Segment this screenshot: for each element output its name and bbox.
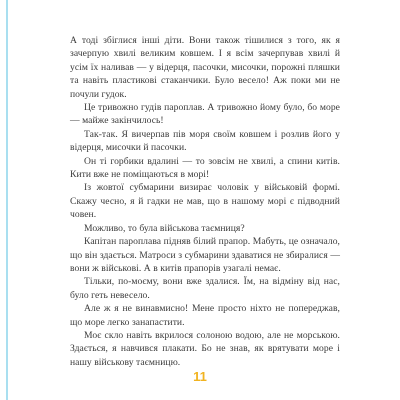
paragraph-2: Це тривожно гудів пароплав. А тривожно йому було, бо море — майже закінчилось!	[70, 102, 340, 127]
page-edge-line	[6, 0, 8, 400]
paragraph-10: Моє скло навіть вкрилося солоною водою, але не морською. Здається, я навчився плакати. Бо не знав, як врятувати море і нашу військову таємницю.	[70, 329, 340, 368]
paragraph-6: Можливо, то була військова таємниця?	[84, 222, 245, 234]
page-number: 11	[193, 369, 207, 384]
paragraph-4: Он ті горбики вдалині — то зовсім не хвилі, а спини китів. Кити вже не поміщаються в морі!	[70, 155, 340, 181]
paragraph-7: Капітан пароплава підняв білий прапор. Мабуть, це означало, що він здається. Матроси з субмарини здаватися не збиралися — вони ж військові. А в китів прапорів узагалі немає.	[70, 236, 340, 274]
paragraph-1: А тоді збіглися інші діти. Вони також тішилися з того, як я зачерпую хвилі великим ковшем. І я всім зачерпував хвилі й усім їх наливав — у відерця, пасочки, мисочки, порожні пляшки та навіть пластикові стаканчики. Було весело! Аж поки ми не почули гудок.	[70, 35, 340, 100]
paragraph-8: Тільки, по-моєму, вони вже здалися. Їм, на відміну від нас, було геть невесело.	[70, 276, 340, 301]
paragraph-3: Так-так. Я вичерпав пів моря своїм ковшем і розлив його у відерця, мисочки й пасочки.	[70, 128, 340, 154]
story-text	[70, 34, 340, 369]
paragraph-5: Із жовтої субмарини визирає чоловік у військовій формі. Скажу чесно, я й гадки не мав, що в нашому морі є підводний човен.	[70, 182, 340, 221]
paragraph-9: Але ж я не винавмисно! Мене просто ніхто не попереджав, що море легко занапастити.	[70, 303, 340, 328]
